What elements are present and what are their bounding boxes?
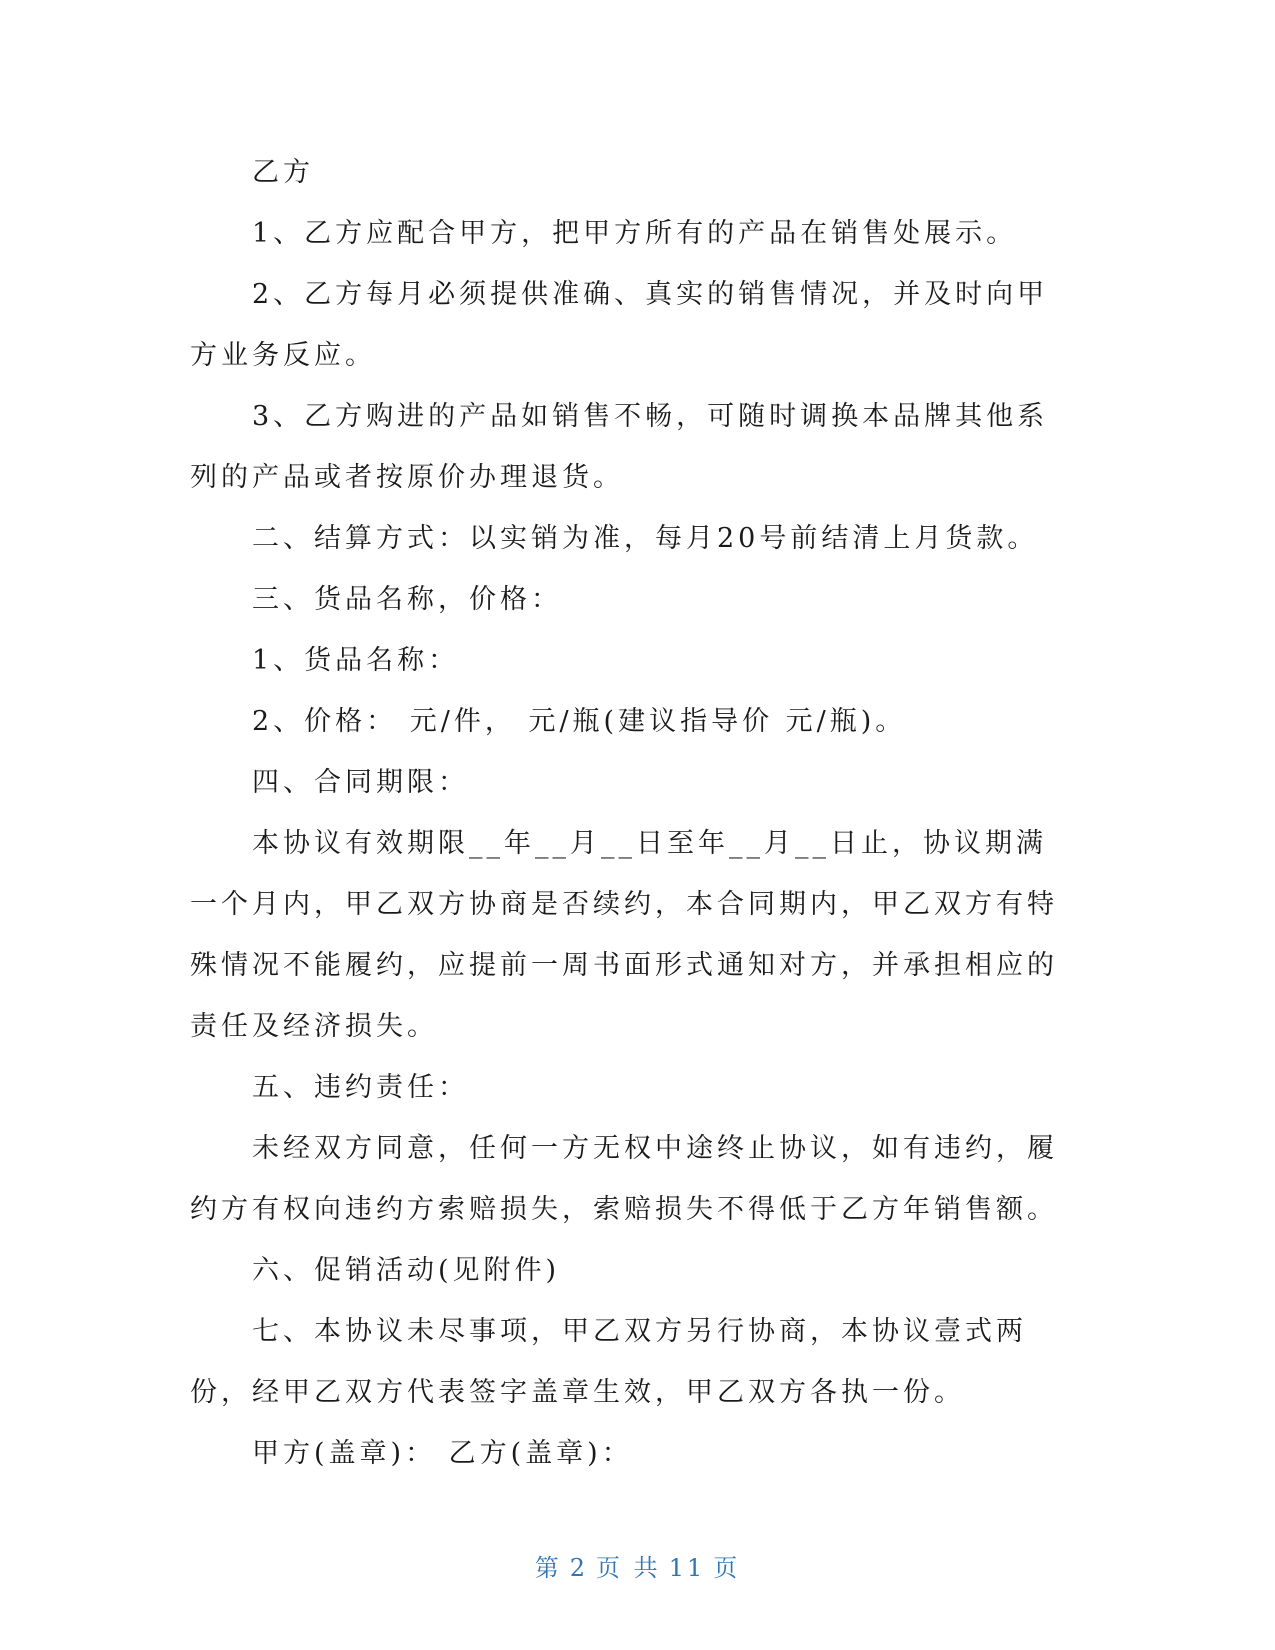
footer-total-pages: 11 (668, 1554, 706, 1582)
footer-suffix: 页 (713, 1554, 741, 1582)
paragraph-settlement: 二、结算方式：以实销为准，每月20号前结清上月货款。 (252, 523, 1039, 554)
paragraph-promotion: 六、促销活动(见附件) (252, 1255, 561, 1286)
paragraph-term-heading: 四、合同期限： (252, 767, 469, 798)
paragraph-b-clause-2: 2、乙方每月必须提供准确、真实的销售情况，并及时向甲方业务反应。 (190, 279, 1049, 371)
paragraph-term-body: 本协议有效期限__年__月__日至年__月__日止，协议期满一个月内，甲乙双方协商是否续约，本合同期内，甲乙双方有特殊情况不能履约，应提前一周书面形式通知对方，并承担相应的责任及经济损失。 (190, 828, 1058, 1042)
footer-current-page: 2 (569, 1554, 589, 1582)
paragraph-b-clause-3: 3、乙方购进的产品如销售不畅，可随时调换本品牌其他系列的产品或者按原价办理退货。 (190, 401, 1049, 493)
paragraph-signatures: 甲方(盖章)： 乙方(盖章)： (252, 1438, 633, 1469)
document-body (190, 142, 1070, 1484)
paragraph-goods-heading: 三、货品名称，价格： (252, 584, 562, 615)
paragraph-breach-heading: 五、违约责任： (252, 1072, 469, 1103)
paragraph-b-clause-1: 1、乙方应配合甲方，把甲方所有的产品在销售处展示。 (252, 218, 1018, 249)
footer-prefix: 第 (534, 1554, 562, 1582)
paragraph-misc: 七、本协议未尽事项，甲乙双方另行协商，本协议壹式两份，经甲乙双方代表签字盖章生效，甲乙双方各执一份。 (190, 1316, 1027, 1408)
paragraph-breach-body: 未经双方同意，任何一方无权中途终止协议，如有违约，履约方有权向违约方索赔损失，索赔损失不得低于乙方年销售额。 (190, 1133, 1058, 1225)
paragraph-goods-price: 2、价格： 元/件， 元/瓶(建议指导价 元/瓶)。 (252, 706, 907, 737)
paragraph-party-b-heading: 乙方 (252, 157, 314, 188)
page-number-footer (0, 1548, 1275, 1583)
paragraph-goods-name: 1、货品名称： (252, 645, 460, 676)
footer-middle: 页 共 (596, 1554, 661, 1582)
